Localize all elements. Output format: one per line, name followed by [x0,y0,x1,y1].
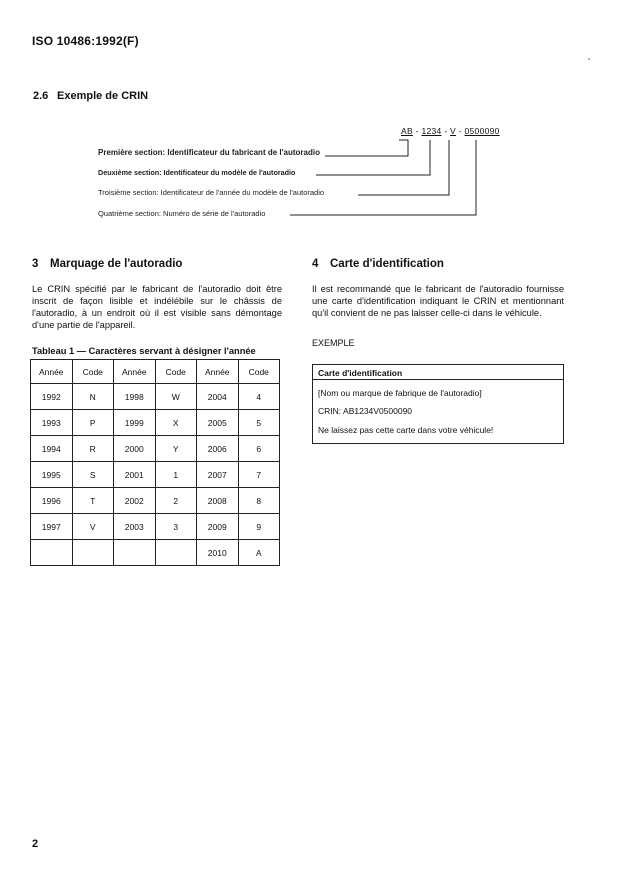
column-header: Année [31,360,73,384]
section-number: 4 [312,258,319,270]
year-cell [114,540,156,566]
code-separator: - [444,126,448,136]
code-cell: T [72,488,114,514]
year-cell: 1994 [31,436,73,462]
table-row [31,488,280,514]
section-title: Carte d'identification [330,258,444,270]
diagram-label-section-1 [98,148,320,157]
crin-code [401,126,500,136]
year-cell: 1999 [114,410,156,436]
table-caption: Tableau 1 — Caractères servant à désigner l'année [32,346,256,356]
example-label: EXEMPLE [312,338,355,348]
column-header: Code [238,360,280,384]
year-cell: 2002 [114,488,156,514]
code-cell: A [238,540,280,566]
code-cell: 3 [155,514,197,540]
table-row [31,462,280,488]
card-line-crin: CRIN: AB1234V0500090 [318,406,413,416]
label-prefix: Troisième section: [98,188,159,197]
section-number: 2.6 [33,90,49,102]
card-line-manufacturer: [Nom ou marque de fabrique de l'autoradio] [318,388,482,398]
code-cell: 4 [238,384,280,410]
code-cell: R [72,436,114,462]
section-title: Marquage de l'autoradio [50,258,183,270]
year-cell: 2009 [197,514,239,540]
column-header: Année [197,360,239,384]
label-prefix: Première section: [98,148,166,157]
column-header: Code [72,360,114,384]
code-part-year: V [450,126,457,136]
card-line-warning: Ne laissez pas cette carte dans votre véhicule! [318,425,494,435]
table-row [31,384,280,410]
code-cell: W [155,384,197,410]
year-cell: 2003 [114,514,156,540]
card-divider [313,379,563,380]
diagram-label-section-4 [98,209,265,218]
section-4-heading [312,258,444,270]
section-3-heading [32,258,182,270]
year-cell: 1993 [31,410,73,436]
code-separator: - [415,126,419,136]
label-text: Identificateur du modèle de l'autoradio [163,168,296,177]
column-header: Code [155,360,197,384]
code-cell: S [72,462,114,488]
table-row [31,514,280,540]
column-header: Année [114,360,156,384]
document-header: ISO 10486:1992(F) [32,34,139,48]
section-2-6-heading [33,90,148,102]
label-text: Identificateur du fabricant de l'autoradio [167,148,320,157]
leader-line-section-3 [358,140,449,195]
table-row [31,540,280,566]
code-part-model: 1234 [421,126,442,136]
label-text: Numéro de série de l'autoradio [163,209,266,218]
code-cell: 7 [238,462,280,488]
year-cell: 2005 [197,410,239,436]
year-cell: 2010 [197,540,239,566]
code-cell: 1 [155,462,197,488]
table-row [31,436,280,462]
code-cell: X [155,410,197,436]
year-cell: 2008 [197,488,239,514]
label-prefix: Quatrième section: [98,209,161,218]
code-cell [72,540,114,566]
year-cell: 2004 [197,384,239,410]
label-prefix: Deuxième section: [98,168,162,177]
code-cell [155,540,197,566]
section-4-paragraph: Il est recommandé que le fabricant de l'autoradio fournisse une carte d'identification indiquant le CRIN et mentionnant qu'il convient de ne pas laisser celle-ci dans le véhicule. [312,284,564,318]
code-cell: N [72,384,114,410]
table-body [31,384,280,566]
section-3-paragraph: Le CRIN spécifié par le fabricant de l'autoradio doit être inscrit de façon lisible et indélébile sur le châssis de l'autoradio, à un endroit où il est visible sans démontage d'une partie de l'appareil. [32,284,282,330]
year-cell: 2000 [114,436,156,462]
code-cell: 8 [238,488,280,514]
year-cell: 2006 [197,436,239,462]
scan-speck [588,58,590,60]
code-part-serial: 0500090 [464,126,500,136]
page-number: 2 [32,838,39,850]
year-cell: 1996 [31,488,73,514]
code-cell: Y [155,436,197,462]
year-code-table [30,359,280,566]
section-number: 3 [32,258,39,270]
table-header-row [31,360,280,384]
code-cell: 9 [238,514,280,540]
table-row [31,410,280,436]
year-cell: 1992 [31,384,73,410]
code-cell: V [72,514,114,540]
year-cell: 1997 [31,514,73,540]
year-cell: 2007 [197,462,239,488]
year-cell: 1998 [114,384,156,410]
label-text: Identificateur de l'année du modèle de l'autoradio [160,188,325,197]
diagram-label-section-3 [98,188,324,197]
code-part-manufacturer: AB [401,126,413,136]
diagram-label-section-2 [98,168,295,177]
year-cell: 2001 [114,462,156,488]
code-separator: - [458,126,462,136]
card-title: Carte d'identification [318,368,403,378]
identification-card-example [312,364,564,444]
leader-line-section-2 [316,140,430,175]
code-cell: 5 [238,410,280,436]
code-cell: 6 [238,436,280,462]
code-cell: P [72,410,114,436]
year-cell: 1995 [31,462,73,488]
code-cell: 2 [155,488,197,514]
year-cell [31,540,73,566]
leader-line-section-1 [325,140,408,156]
section-title: Exemple de CRIN [57,90,149,102]
